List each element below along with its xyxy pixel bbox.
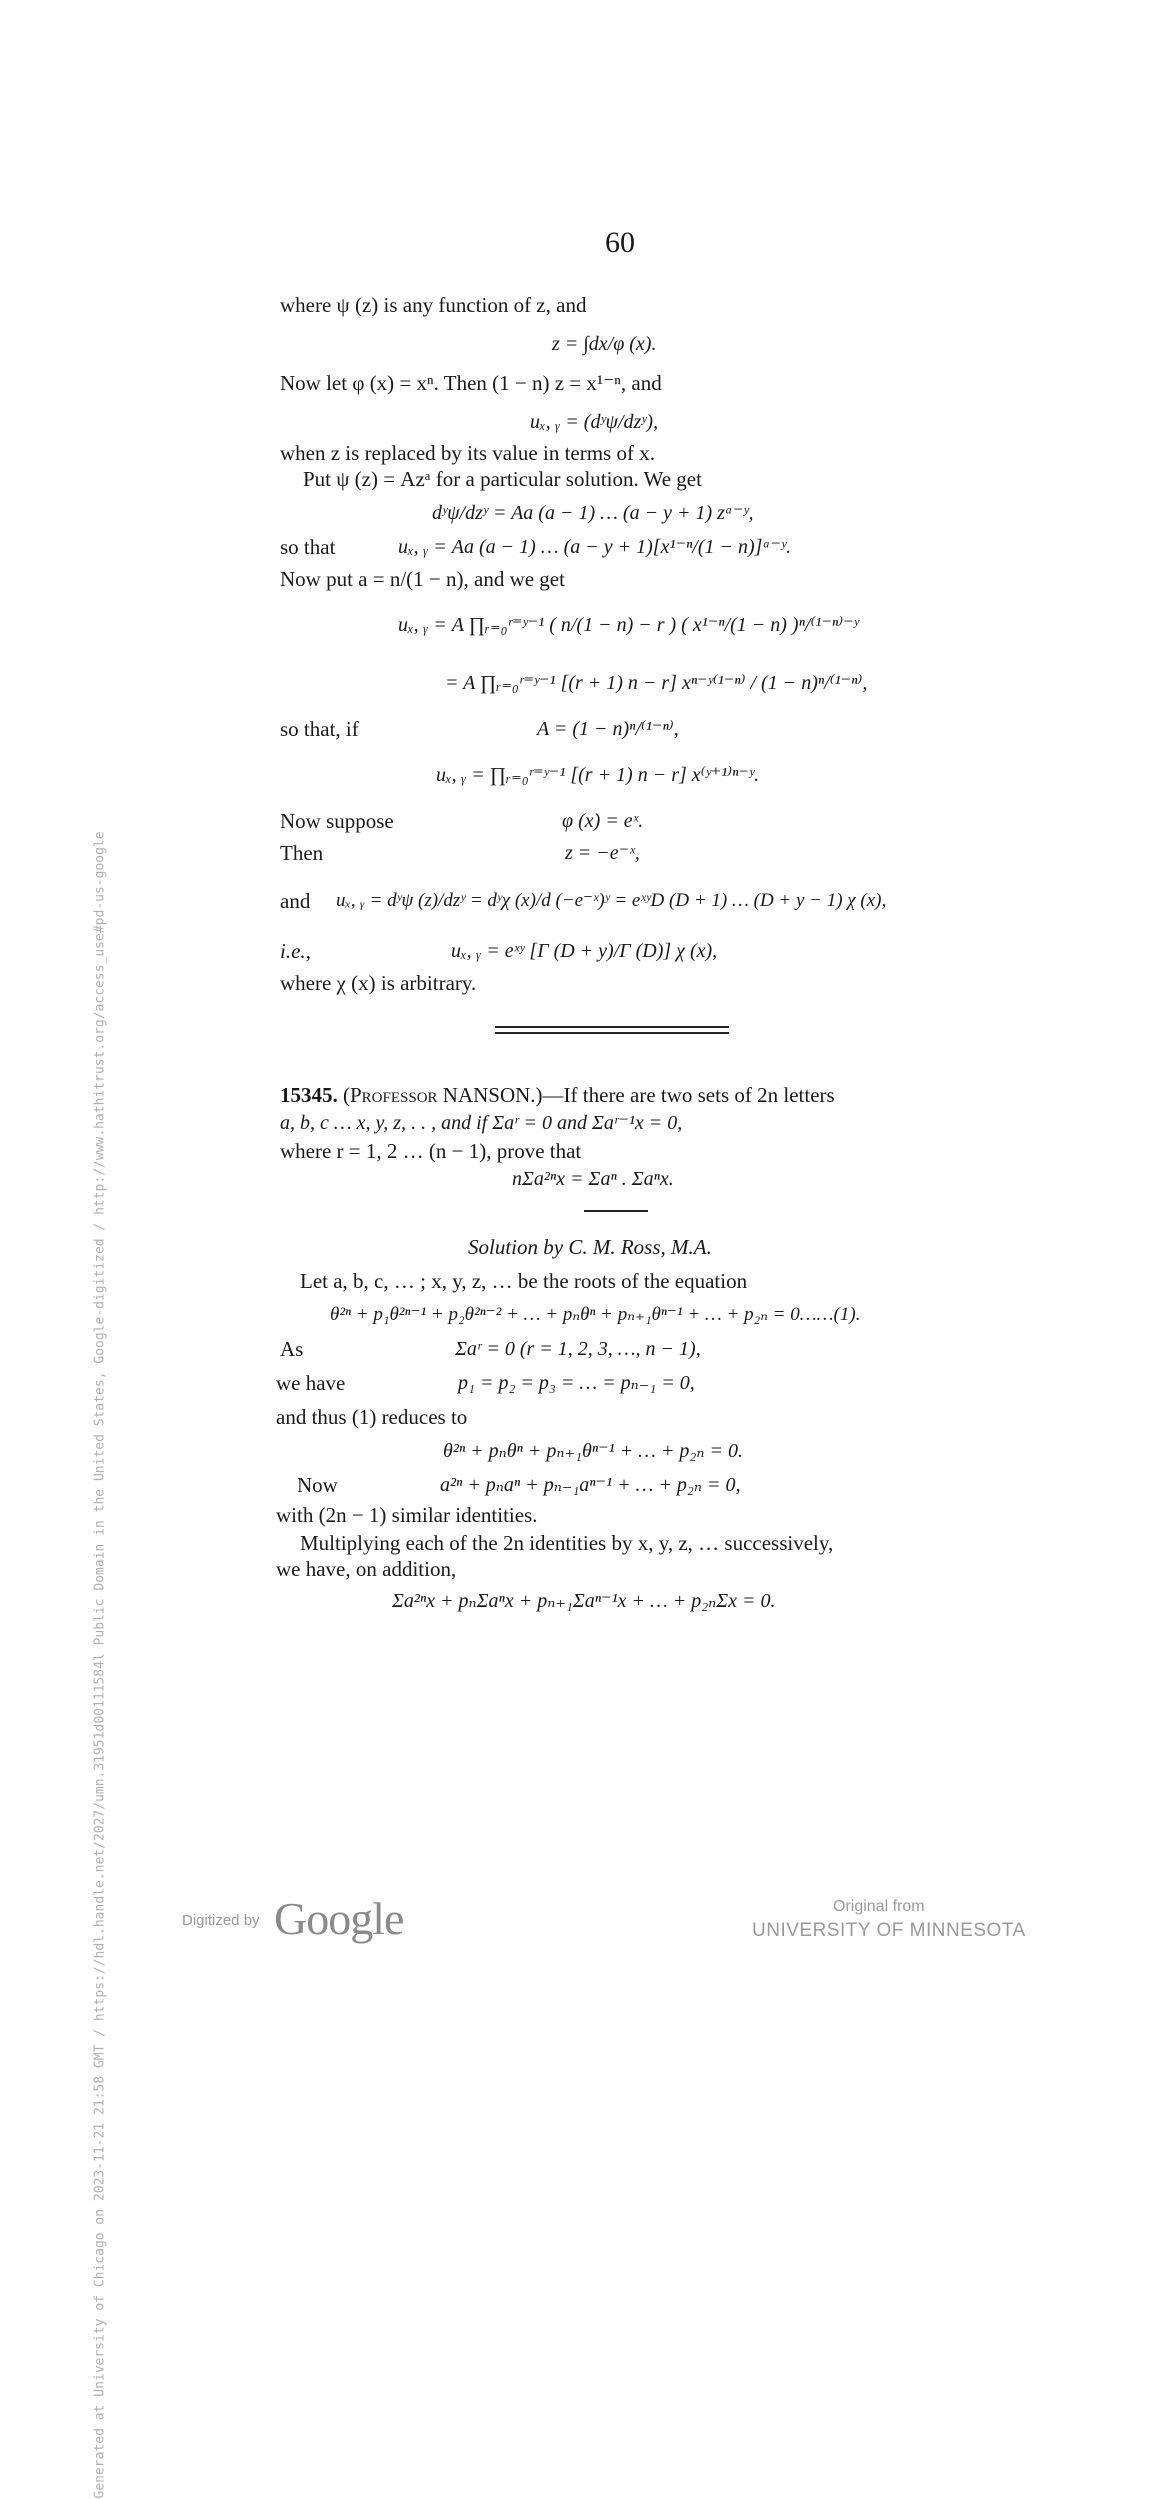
text-line: we have, on addition,: [276, 1557, 457, 1581]
original-from-label: Original from: [833, 1898, 925, 1915]
equation: a²ⁿ + pₙaⁿ + pₙ₋₁aⁿ⁻¹ + … + p₂ₙ = 0,: [440, 1474, 741, 1496]
equation: uₓ, ᵧ = dʸψ (z)/dzʸ = dʸχ (x)/d (−e⁻ˣ)ʸ = eˣʸD (D + 1) … (D + y − 1) χ (x),: [336, 890, 887, 911]
text-line: we have: [276, 1371, 346, 1395]
equation: uₓ, ᵧ = eˣʸ [Γ (D + y)/Γ (D)] χ (x),: [451, 940, 718, 962]
google-logo: Google: [274, 1893, 404, 1944]
equation: uₓ, ᵧ = A ∏ᵣ₌₀ʳ⁼ʸ⁻¹ ( n/(1 − n) − r ) ( x¹⁻ⁿ/(1 − n) )ⁿ/⁽¹⁻ⁿ⁾⁻ʸ: [398, 614, 859, 636]
text-line: Now let φ (x) = xⁿ. Then (1 − n) z = x¹⁻ⁿ, and: [280, 371, 662, 395]
equation: uₓ, ᵧ = ∏ᵣ₌₀ʳ⁼ʸ⁻¹ [(r + 1) n − r] x⁽ʸ⁺¹⁾ⁿ⁻ʸ.: [436, 764, 760, 786]
text-line: when z is replaced by its value in terms of x.: [280, 441, 655, 465]
text-line: and thus (1) reduces to: [276, 1405, 468, 1429]
text-line: where ψ (z) is any function of z, and: [280, 293, 587, 317]
equation: uₓ, ᵧ = Aa (a − 1) … (a − y + 1)[x¹⁻ⁿ/(1 − n)]ᵃ⁻ʸ.: [398, 536, 792, 558]
problem-equation: nΣa²ⁿx = Σaⁿ . Σaⁿx.: [512, 1168, 674, 1190]
text-line: Now put a = n/(1 − n), and we get: [280, 567, 565, 591]
text-line: Now suppose: [280, 809, 394, 833]
equation: p₁ = p₂ = p₃ = … = pₙ₋₁ = 0,: [458, 1372, 695, 1394]
text-line: i.e.,: [280, 939, 311, 963]
problem-text: —If there are two sets of 2n letters: [542, 1083, 835, 1107]
equation: uₓ, ᵧ = (dʸψ/dzʸ),: [530, 411, 659, 433]
problem-line: a, b, c … x, y, z, . . , and if Σaʳ = 0 and Σaʳ⁻¹x = 0,: [280, 1112, 683, 1134]
equation: = A ∏ᵣ₌₀ʳ⁼ʸ⁻¹ [(r + 1) n − r] xⁿ⁻ʸ⁽¹⁻ⁿ⁾ / (1 − n)ⁿ/⁽¹⁻ⁿ⁾,: [445, 672, 868, 694]
text-line: with (2n − 1) similar identities.: [276, 1503, 538, 1527]
text-line: Let a, b, c, … ; x, y, z, … be the roots of the equation: [300, 1269, 748, 1293]
text-line: As: [280, 1337, 304, 1361]
problem-number: 15345.: [280, 1083, 338, 1107]
short-divider: [584, 1210, 648, 1212]
equation: dʸψ/dzʸ = Aa (a − 1) … (a − y + 1) zᵃ⁻ʸ,: [432, 502, 754, 524]
institution-label: UNIVERSITY OF MINNESOTA: [752, 1920, 1026, 1941]
equation: φ (x) = eˣ.: [562, 810, 644, 832]
text-line: and: [280, 889, 311, 913]
problem-line: where r = 1, 2 … (n − 1), prove that: [280, 1139, 582, 1163]
equation: Σa²ⁿx + pₙΣaⁿx + pₙ₊₁Σaⁿ⁻¹x + … + p₂ₙΣx = 0.: [392, 1590, 776, 1612]
text-line: Now: [297, 1473, 338, 1497]
hathitrust-watermark: Generated at University of Chicago on 2023-11-21 21:58 GMT / https://hdl.handle.net/2027/umn.31951d00111584l Public Domain in the United States, Google-digitized / http://www.hathitrust.org/access_use#pd-us-google: [92, 831, 108, 2499]
solution-heading: Solution by C. M. Ross, M.A.: [468, 1235, 712, 1259]
equation: Σaʳ = 0 (r = 1, 2, 3, …, n − 1),: [455, 1338, 701, 1360]
equation: θ²ⁿ + pₙθⁿ + pₙ₊₁θⁿ⁻¹ + … + p₂ₙ = 0.: [443, 1440, 743, 1462]
text-line: so that, if: [280, 717, 359, 741]
text-line: Multiplying each of the 2n identities by x, y, z, … successively,: [300, 1531, 834, 1555]
equation: A = (1 − n)ⁿ/⁽¹⁻ⁿ⁾,: [537, 718, 679, 740]
equation: z = ∫dx/φ (x).: [552, 333, 657, 355]
text-line: Put ψ (z) = Azᵃ for a particular solution. We get: [303, 467, 702, 491]
problem-author: (Professor NANSON.): [343, 1083, 543, 1107]
text-line: so that: [280, 535, 336, 559]
text-line: where χ (x) is arbitrary.: [280, 971, 477, 995]
digitized-by-label: Digitized by: [182, 1912, 260, 1929]
section-divider: [495, 1026, 729, 1028]
problem-statement: [280, 1082, 835, 1108]
equation: z = −e⁻ˣ,: [565, 842, 640, 864]
section-divider: [495, 1032, 729, 1034]
equation: θ²ⁿ + p₁θ²ⁿ⁻¹ + p₂θ²ⁿ⁻² + … + pₙθⁿ + pₙ₊₁θⁿ⁻¹ + … + p₂ₙ = 0……(1).: [330, 1304, 861, 1325]
text-line: Then: [280, 841, 324, 865]
page-number: 60: [605, 226, 635, 259]
